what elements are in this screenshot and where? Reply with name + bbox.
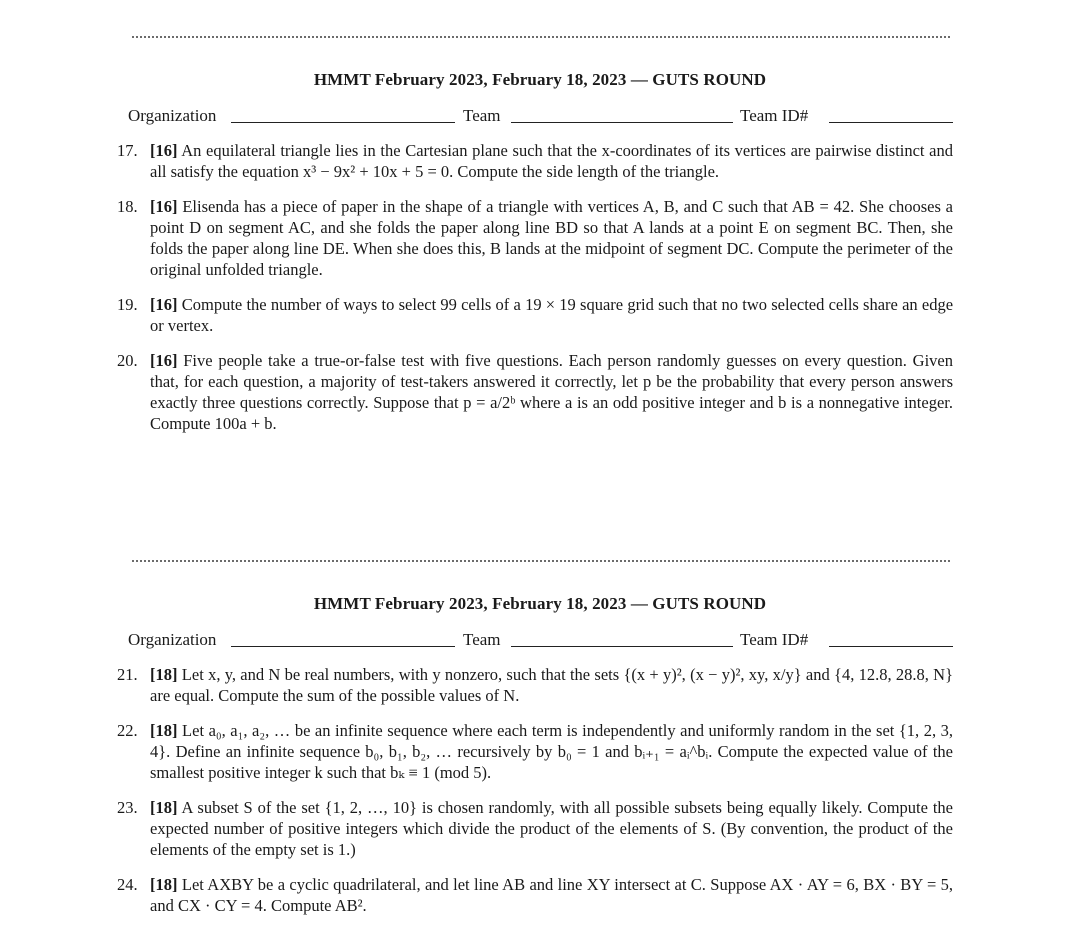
problem-17 — [117, 140, 953, 182]
organization-label: Organization — [128, 630, 217, 649]
problem-24 — [117, 874, 954, 916]
problem-number: 22. — [117, 721, 138, 740]
problem-21 — [117, 664, 954, 706]
team-info-line — [0, 628, 1080, 652]
problem-points: [16] — [150, 351, 178, 370]
problem-text: Five people take a true-or-false test with five questions. Each person randomly guesses on every question. Given that, for each question, a majority of test-takers answered it correctly, let p be the probability that every person answers exactly three questions correctly. Suppose that p = a/2ᵇ where a is an odd positive integer and b is a nonnegative integer. Compute 100a + b. — [150, 351, 953, 433]
problem-points: [16] — [150, 141, 178, 160]
cut-line-dotted — [132, 560, 950, 570]
problem-text: A subset S of the set {1, 2, …, 10} is chosen randomly, with all possible subsets being equally likely. Compute the expected number of positive integers which divide the product of the elements of S. (By convention, the product of the elements of the empty set is 1.) — [150, 798, 953, 859]
problem-number: 24. — [117, 875, 138, 894]
problem-number: 23. — [117, 798, 138, 817]
problem-22 — [117, 720, 954, 783]
problem-20 — [117, 350, 953, 434]
problem-text: An equilateral triangle lies in the Cartesian plane such that the x-coordinates of its vertices are pairwise distinct and all satisfy the equation x³ − 9x² + 10x + 5 = 0. Compute the side length of the triangle. — [150, 141, 953, 181]
cut-line-dotted — [132, 36, 950, 46]
team-id-blank[interactable] — [829, 122, 953, 123]
problem-18 — [117, 196, 954, 280]
team-blank[interactable] — [511, 646, 733, 647]
problem-number: 18. — [117, 197, 138, 216]
problem-list — [0, 664, 1080, 916]
team-id-label: Team ID# — [740, 630, 809, 649]
problem-text: Elisenda has a piece of paper in the shape of a triangle with vertices A, B, and C such that AB = 42. She chooses a point D on segment AC, and she folds the paper along line BD so that A lands at a point E on segment BC. Then, she folds the paper along line DE. When she does this, B lands at the midpoint of segment DC. Compute the perimeter of the original unfolded triangle. — [150, 197, 954, 279]
guts-round-sheet-1 — [0, 36, 1080, 448]
team-label: Team — [463, 106, 501, 125]
team-info-line — [0, 104, 1080, 128]
problem-text: Compute the number of ways to select 99 cells of a 19 × 19 square grid such that no two selected cells share an edge or vertex. — [150, 295, 954, 335]
problem-text: Let x, y, and N be real numbers, with y nonzero, such that the sets {(x + y)², (x − y)², xy, x/y} and {4, 12.8, 28.8, N} are equal. Compute the sum of the possible values of N. — [150, 665, 954, 705]
problem-points: [18] — [150, 665, 178, 684]
problem-19 — [117, 294, 954, 336]
problem-points: [18] — [150, 875, 178, 894]
problem-text: Let a₀, a₁, a₂, … be an infinite sequence where each term is independently and uniformly random in the set {1, 2, 3, 4}. Define an infinite sequence b₀, b₁, b₂, … recursively by b₀ = 1 and bᵢ₊₁ = aᵢ^bᵢ. Compute the expected value of the smallest positive integer k such that bₖ ≡ 1 (mod 5). — [150, 721, 954, 782]
problem-23 — [117, 797, 953, 860]
round-heading: HMMT February 2023, February 18, 2023 — GUTS ROUND — [313, 70, 767, 89]
problem-points: [16] — [150, 295, 178, 314]
problem-list — [0, 140, 1080, 434]
problem-number: 19. — [117, 295, 138, 314]
problem-number: 17. — [117, 141, 138, 160]
problem-points: [18] — [150, 721, 178, 740]
problem-number: 20. — [117, 351, 138, 370]
team-id-label: Team ID# — [740, 106, 809, 125]
problem-number: 21. — [117, 665, 138, 684]
round-heading: HMMT February 2023, February 18, 2023 — GUTS ROUND — [313, 594, 767, 613]
problem-text: Let AXBY be a cyclic quadrilateral, and let line AB and line XY intersect at C. Suppose AX · AY = 6, BX · BY = 5, and CX · CY = 4. Compute AB². — [150, 875, 954, 915]
problem-points: [18] — [150, 798, 178, 817]
problem-points: [16] — [150, 197, 178, 216]
organization-blank[interactable] — [231, 646, 455, 647]
organization-blank[interactable] — [231, 122, 455, 123]
organization-label: Organization — [128, 106, 217, 125]
guts-round-sheet-2 — [0, 560, 1080, 930]
team-blank[interactable] — [511, 122, 733, 123]
team-label: Team — [463, 630, 501, 649]
team-id-blank[interactable] — [829, 646, 953, 647]
